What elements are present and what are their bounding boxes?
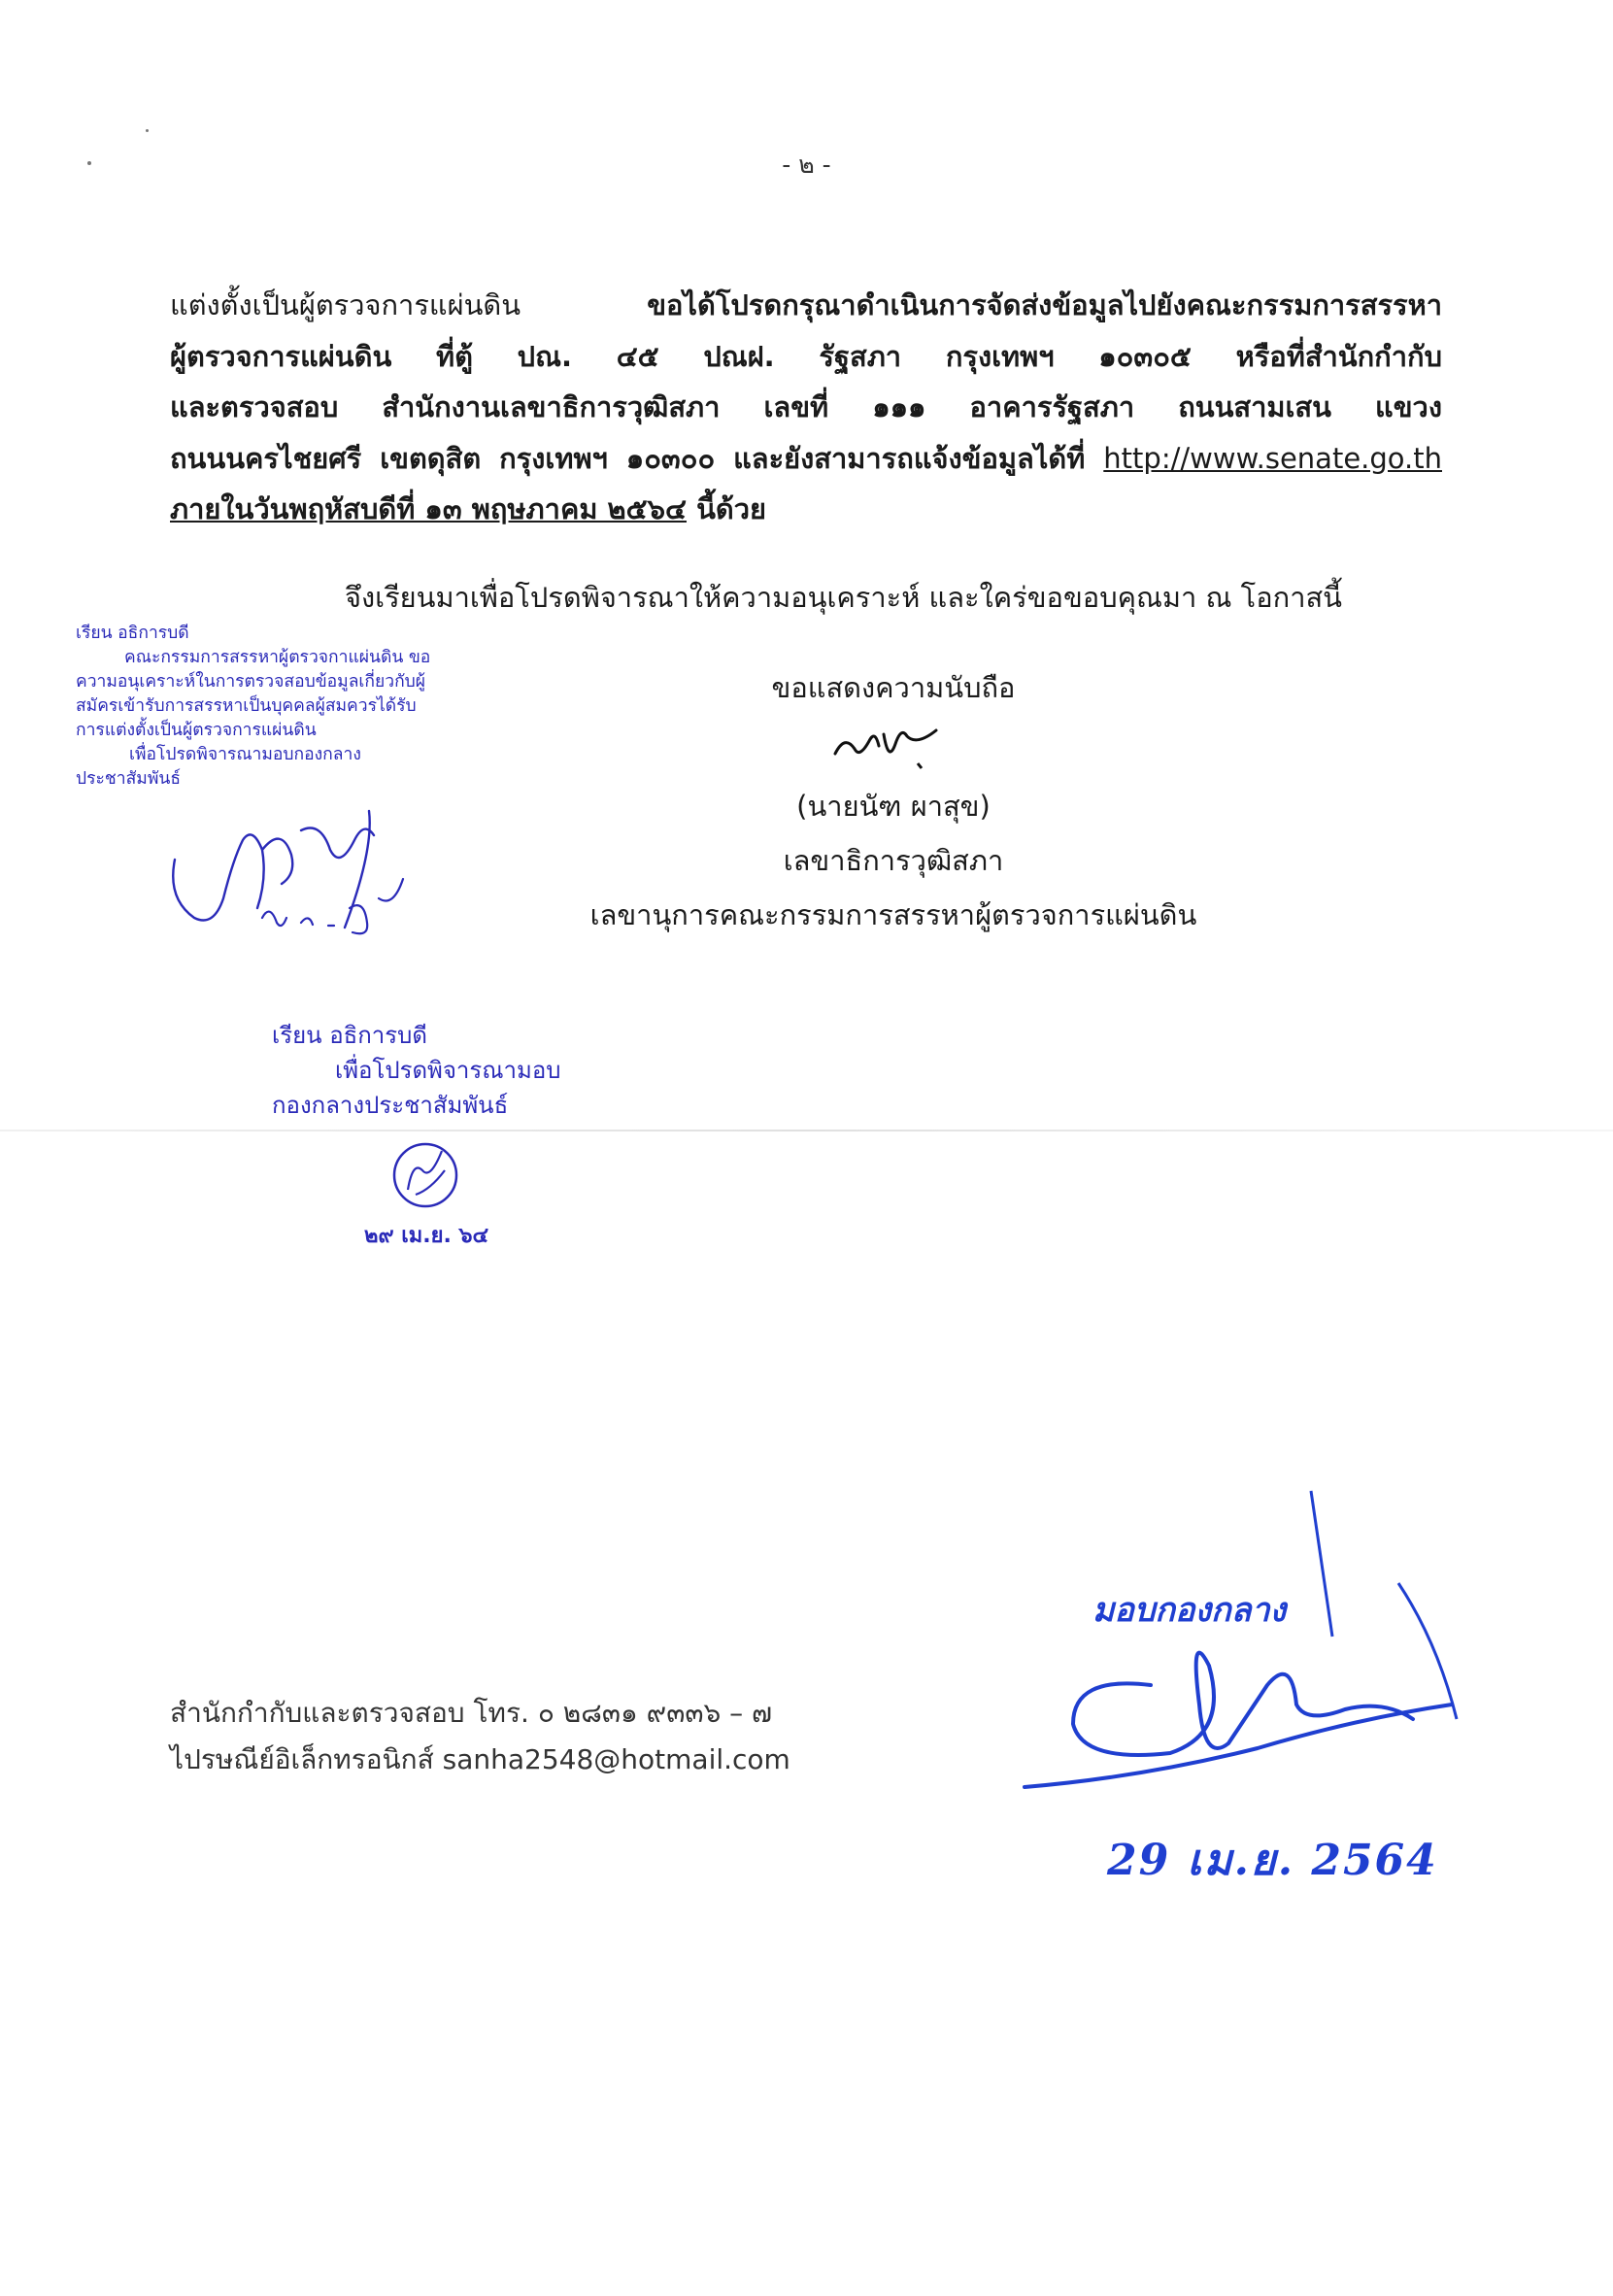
scan-speck [146,129,149,132]
note2-initial-stamp-icon [386,1136,464,1214]
handwritten-signature-icon [1015,1491,1481,1811]
note2-line: เรียน อธิการบดี [272,1022,427,1049]
signatory-name: (นายนัฑ ผาสุข) [796,790,991,823]
note2-line: กองกลางประชาสัมพันธ์ [272,1092,509,1119]
contact-phone: สำนักกำกับและตรวจสอบ โทร. ๐ ๒๘๓๑ ๙๓๓๖ – ๗ [170,1697,773,1729]
signature-block [583,660,1204,942]
contact-email: ไปรษณีย์อิเล็กทรอนิกส์ sanha2548@hotmail.com [170,1743,790,1775]
body-line-3: และตรวจสอบ สำนักงานเลขาธิการวุฒิสภา เลขที่ ๑๑๑ อาคารรัฐสภา ถนนสามเสน แขวง [170,390,1442,423]
margin-note-2 [272,1018,561,1123]
senate-website-link[interactable]: http://www.senate.go.th [1103,441,1442,475]
body-paragraph [170,280,1442,535]
note1-line: การแต่งตั้งเป็นผู้ตรวจการแผ่นดิน [76,721,317,740]
handwritten-assignment-note: มอบกองกลาง [1092,1591,1287,1630]
deadline-text: ภายในวันพฤหัสบดีที่ ๑๓ พฤษภาคม ๒๕๖๔ [170,492,687,525]
handwritten-date: 29 เม.ย. 2564 [1107,1836,1438,1885]
note1-line: ความอนุเคราะห์ในการตรวจสอบข้อมูลเกี่ยวกับผู้ [76,672,426,692]
closing-salutation: ขอแสดงความนับถือ [771,671,1016,704]
body-line-5: ภายในวันพฤหัสบดีที่ ๑๓ พฤษภาคม ๒๕๖๔ นี้ด้วย [170,492,767,525]
body-line-2: ผู้ตรวจการแผ่นดิน ที่ตู้ ปณ. ๔๕ ปณฝ. รัฐสภา กรุงเทพฯ ๑๐๓๐๕ หรือที่สำนักกำกับ [170,339,1442,373]
note1-line: สมัครเข้ารับการสรรหาเป็นบุคคลผู้สมควรได้รับ [76,696,417,716]
signatory-position-1: เลขาธิการวุฒิสภา [783,844,1004,877]
signatory-position-2: เลขานุการคณะกรรมการสรรหาผู้ตรวจการแผ่นดิน [589,898,1197,931]
note1-line: เพื่อโปรดพิจารณามอบกองกลาง [129,745,361,764]
signature-image [583,715,1204,779]
note1-signature-icon [155,792,437,957]
margin-note-1 [76,622,522,792]
contact-footer [170,1690,790,1783]
note1-line: คณะกรรมการสรรหาผู้ตรวจกาแผ่นดิน ขอ [124,648,431,667]
note1-line: ประชาสัมพันธ์ [76,769,182,789]
body-line-1: แต่งตั้งเป็นผู้ตรวจการแผ่นดิน ขอได้โปรดกรุณาดำเนินการจัดส่งข้อมูลไปยังคณะกรรมการสรรหา [170,288,1442,321]
note2-line: เพื่อโปรดพิจารณามอบ [335,1057,561,1084]
page-number: - ๒ - [782,151,831,179]
closing-line: จึงเรียนมาเพื่อโปรดพิจารณาให้ความอนุเคราะห์ และใคร่ขอขอบคุณมา ณ โอกาสนี้ [345,581,1343,614]
note1-line: เรียน อธิการบดี [76,624,189,643]
body-line-4: ถนนนครไชยศรี เขตดุสิต กรุงเทพฯ ๑๐๓๐๐ และยังสามารถแจ้งข้อมูลได้ที่ http://www.senate.go.th [170,441,1442,475]
paper-fold-line [0,1130,1613,1131]
note2-date: ๒๙ เม.ย. ๖๔ [364,1224,489,1248]
